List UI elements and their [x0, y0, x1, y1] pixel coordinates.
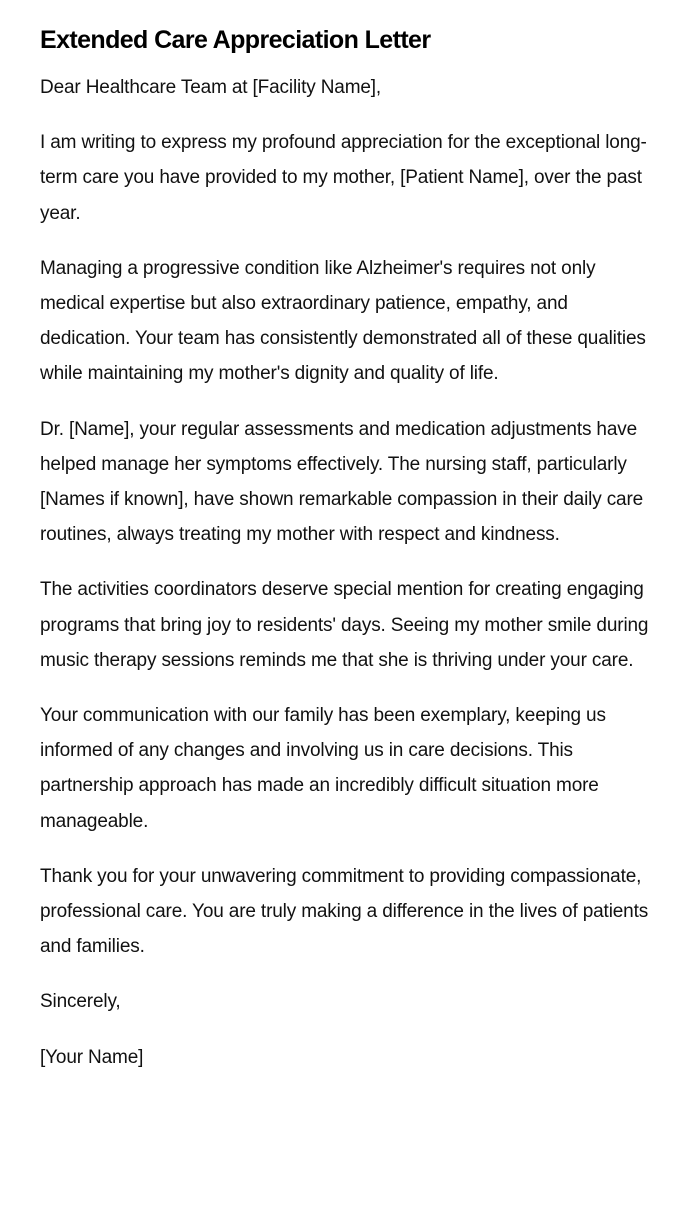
letter-paragraph-6: Thank you for your unwavering commitment to providing compassionate, professional care. You are truly making a difference in the lives of patients and families.: [40, 865, 649, 958]
letter-salutation: Dear Healthcare Team at [Facility Name],: [40, 77, 382, 98]
letter-paragraph-4: The activities coordinators deserve special mention for creating engaging programs that bring joy to residents' days. Seeing my mother smile during music therapy sessions reminds me that she is thriving under your care.: [40, 579, 649, 671]
letter-paragraph-3: Dr. [Name], your regular assessments and medication adjustments have helped manage her symptoms effectively. The nursing staff, particularly [Names if known], have shown remarkable compassion in their daily care routines, always treating my mother with respect and kindness.: [40, 418, 644, 546]
letter-paragraph-5: Your communication with our family has been exemplary, keeping us informed of any changes and involving us in care decisions. This partnership approach has made an incredibly difficult situation more manageable.: [40, 705, 606, 832]
letter-title: Extended Care Appreciation Letter: [40, 26, 431, 54]
letter-document: [40, 22, 660, 1075]
letter-paragraph-1: I am writing to express my profound appreciation for the exceptional long-term care you have provided to my mother, [Patient Name], over the past year.: [40, 132, 647, 224]
letter-paragraph-2: Managing a progressive condition like Alzheimer's requires not only medical expertise but also extraordinary patience, empathy, and dedication. Your team has consistently demonstrated all of these qualities while maintaining my mother's dignity and quality of life.: [40, 257, 646, 385]
letter-closing: Sincerely,: [40, 991, 121, 1013]
letter-signature: [Your Name]: [40, 1046, 144, 1068]
